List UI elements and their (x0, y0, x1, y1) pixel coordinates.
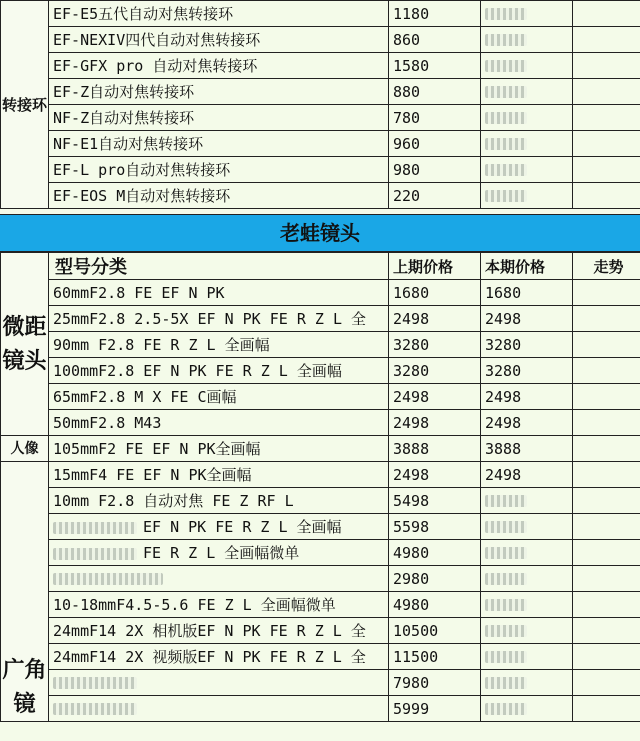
model-text: 15mmF4 FE EF N PK全画幅 (53, 466, 252, 484)
last-price: 1180 (389, 1, 481, 27)
trend-cell (573, 157, 640, 183)
model-text: 25mmF2.8 2.5-5X EF N PK FE R Z L 全 (53, 310, 367, 328)
redacted-value (485, 86, 527, 98)
trend-cell (573, 105, 640, 131)
model-name (49, 358, 389, 384)
redacted-value (485, 547, 527, 559)
trend-cell (573, 306, 640, 332)
trend-cell (573, 53, 640, 79)
lens-row (1, 644, 640, 670)
model-name: NF-E1自动对焦转接环 (49, 131, 389, 157)
last-price: 5598 (389, 514, 481, 540)
model-name (49, 488, 389, 514)
current-price (481, 618, 573, 644)
model-text: 24mmF14 2X 相机版EF N PK FE R Z L 全 (53, 622, 366, 640)
lens-row (1, 566, 640, 592)
trend-cell (573, 27, 640, 53)
last-price: 1680 (389, 280, 481, 306)
category-cell-adapter: 转接环 (1, 1, 49, 209)
last-price: 3888 (389, 436, 481, 462)
model-text: 10mm F2.8 自动对焦 FE Z RF L (53, 492, 294, 510)
model-text: 24mmF14 2X 视频版EF N PK FE R Z L 全 (53, 648, 366, 666)
trend-cell (573, 566, 640, 592)
last-price: 880 (389, 79, 481, 105)
lens-row (1, 384, 640, 410)
model-name (49, 384, 389, 410)
redacted-value (53, 703, 137, 715)
current-price: 3280 (481, 358, 573, 384)
last-price: 980 (389, 157, 481, 183)
model-text: 10-18mmF4.5-5.6 FE Z L 全画幅微单 (53, 596, 336, 614)
model-name (49, 280, 389, 306)
current-price (481, 131, 573, 157)
header-current-price: 本期价格 (481, 253, 573, 280)
trend-cell (573, 436, 640, 462)
lens-row (1, 410, 640, 436)
redacted-value (485, 599, 527, 611)
last-price: 11500 (389, 644, 481, 670)
model-text: 90mm F2.8 FE R Z L 全画幅 (53, 336, 270, 354)
last-price: 7980 (389, 670, 481, 696)
lens-row (1, 488, 640, 514)
lens-row (1, 696, 640, 722)
model-name: EF-EOS M自动对焦转接环 (49, 183, 389, 209)
redacted-value (485, 677, 527, 689)
model-name: EF-Z自动对焦转接环 (49, 79, 389, 105)
redacted-value (485, 8, 527, 20)
model-name: EF-E5五代自动对焦转接环 (49, 1, 389, 27)
redacted-value (485, 521, 527, 533)
trend-cell (573, 540, 640, 566)
header-row (1, 253, 640, 280)
redacted-value (485, 703, 527, 715)
adapter-row (1, 1, 640, 27)
model-name (49, 436, 389, 462)
adapter-row (1, 79, 640, 105)
last-price: 4980 (389, 540, 481, 566)
model-name: EF-L pro自动对焦转接环 (49, 157, 389, 183)
last-price: 5498 (389, 488, 481, 514)
model-name: EF-GFX pro 自动对焦转接环 (49, 53, 389, 79)
last-price: 2498 (389, 410, 481, 436)
model-name (49, 696, 389, 722)
lens-row (1, 462, 640, 488)
redacted-value (485, 164, 527, 176)
category-cell-portrait: 人像 (1, 436, 49, 462)
current-price (481, 592, 573, 618)
current-price: 1680 (481, 280, 573, 306)
lens-row (1, 306, 640, 332)
trend-cell (573, 670, 640, 696)
model-name (49, 618, 389, 644)
trend-cell (573, 332, 640, 358)
model-name (49, 566, 389, 592)
lens-row (1, 540, 640, 566)
adapter-table (0, 0, 640, 209)
current-price (481, 644, 573, 670)
lens-row (1, 618, 640, 644)
last-price: 2498 (389, 306, 481, 332)
trend-cell (573, 592, 640, 618)
model-name (49, 644, 389, 670)
redacted-value (53, 522, 137, 534)
current-price (481, 1, 573, 27)
model-text: 100mmF2.8 EF N PK FE R Z L 全画幅 (53, 362, 342, 380)
last-price: 1580 (389, 53, 481, 79)
trend-cell (573, 514, 640, 540)
last-price: 2498 (389, 384, 481, 410)
trend-cell (573, 358, 640, 384)
redacted-value (485, 138, 527, 150)
category-cell-macro: 微距镜头 (1, 253, 49, 436)
current-price (481, 105, 573, 131)
trend-cell (573, 79, 640, 105)
lens-row (1, 592, 640, 618)
current-price: 2498 (481, 410, 573, 436)
trend-cell (573, 131, 640, 157)
current-price (481, 488, 573, 514)
trend-cell (573, 618, 640, 644)
current-price: 2498 (481, 462, 573, 488)
model-name (49, 540, 389, 566)
redacted-value (485, 112, 527, 124)
model-name (49, 670, 389, 696)
redacted-value (485, 651, 527, 663)
current-price: 3888 (481, 436, 573, 462)
header-model: 型号分类 (49, 253, 389, 280)
current-price (481, 53, 573, 79)
model-text: 65mmF2.8 M X FE C画幅 (53, 388, 237, 406)
adapter-row (1, 157, 640, 183)
redacted-value (485, 625, 527, 637)
redacted-value (485, 190, 527, 202)
current-price: 2498 (481, 306, 573, 332)
category-cell-wide: 广角镜 (1, 462, 49, 722)
adapter-row (1, 183, 640, 209)
brand-banner: 老蛙镜头 (0, 214, 640, 252)
adapter-row (1, 131, 640, 157)
model-name: EF-NEXIV四代自动对焦转接环 (49, 27, 389, 53)
adapter-row (1, 53, 640, 79)
current-price (481, 157, 573, 183)
current-price (481, 670, 573, 696)
current-price (481, 183, 573, 209)
model-text: 50mmF2.8 M43 (53, 413, 162, 432)
lens-row (1, 670, 640, 696)
last-price: 3280 (389, 358, 481, 384)
lens-row (1, 332, 640, 358)
lens-table (0, 252, 640, 722)
lens-row (1, 514, 640, 540)
trend-cell (573, 696, 640, 722)
redacted-value (53, 677, 137, 689)
last-price: 960 (389, 131, 481, 157)
redacted-value (53, 573, 163, 585)
current-price (481, 566, 573, 592)
trend-cell (573, 384, 640, 410)
last-price: 10500 (389, 618, 481, 644)
trend-cell (573, 410, 640, 436)
trend-cell (573, 280, 640, 306)
model-text: EF N PK FE R Z L 全画幅 (143, 518, 342, 536)
last-price: 780 (389, 105, 481, 131)
current-price (481, 514, 573, 540)
last-price: 220 (389, 183, 481, 209)
current-price: 3280 (481, 332, 573, 358)
last-price: 3280 (389, 332, 481, 358)
redacted-value (53, 548, 137, 560)
model-name (49, 592, 389, 618)
last-price: 2498 (389, 462, 481, 488)
lens-row (1, 358, 640, 384)
trend-cell (573, 183, 640, 209)
adapter-row (1, 27, 640, 53)
model-name (49, 332, 389, 358)
current-price (481, 696, 573, 722)
model-text: 105mmF2 FE EF N PK全画幅 (53, 440, 261, 458)
last-price: 5999 (389, 696, 481, 722)
model-name (49, 462, 389, 488)
current-price (481, 79, 573, 105)
current-price (481, 27, 573, 53)
trend-cell (573, 462, 640, 488)
model-text: FE R Z L 全画幅微单 (143, 544, 300, 562)
redacted-value (485, 34, 527, 46)
last-price: 2980 (389, 566, 481, 592)
current-price (481, 540, 573, 566)
trend-cell (573, 644, 640, 670)
model-name (49, 410, 389, 436)
model-name: NF-Z自动对焦转接环 (49, 105, 389, 131)
last-price: 4980 (389, 592, 481, 618)
trend-cell (573, 1, 640, 27)
adapter-row (1, 105, 640, 131)
header-trend: 走势 (573, 253, 640, 280)
model-text: 60mmF2.8 FE EF N PK (53, 283, 225, 302)
model-name (49, 514, 389, 540)
current-price: 2498 (481, 384, 573, 410)
lens-row (1, 436, 640, 462)
lens-row (1, 280, 640, 306)
last-price: 860 (389, 27, 481, 53)
redacted-value (485, 495, 527, 507)
redacted-value (485, 60, 527, 72)
trend-cell (573, 488, 640, 514)
header-last-price: 上期价格 (389, 253, 481, 280)
redacted-value (485, 573, 527, 585)
model-name (49, 306, 389, 332)
